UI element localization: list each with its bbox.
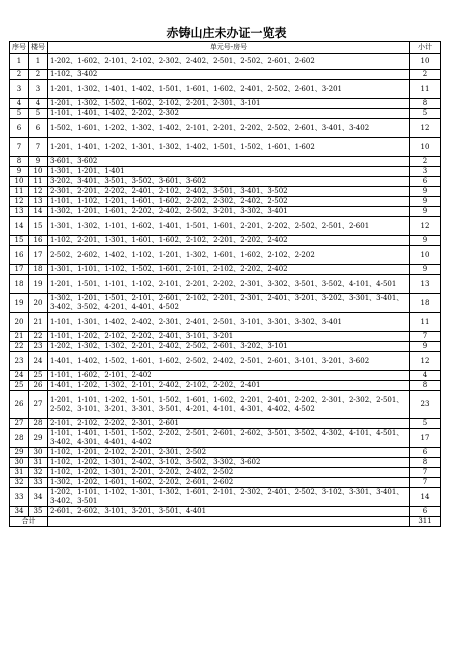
unit-table [9,41,441,527]
row-seq: 30 [10,458,29,468]
row-count: 8 [410,458,441,468]
table-row [10,197,441,207]
header-subtotal: 小计 [410,42,441,54]
table-row [10,99,441,109]
total-spacer [48,517,410,527]
row-building: 1 [29,54,48,70]
table-row [10,217,441,236]
table-row [10,177,441,187]
row-units: 1-201、1-302、1-401、1-402、1-501、1-601、1-602、2-401、2-502、2-601、3-201 [48,80,410,99]
row-seq: 7 [10,138,29,157]
row-count: 14 [410,488,441,507]
table-row [10,448,441,458]
row-count: 11 [410,80,441,99]
row-count: 11 [410,313,441,332]
row-building: 14 [29,207,48,217]
table-row [10,109,441,119]
row-seq: 31 [10,468,29,478]
row-building: 11 [29,177,48,187]
row-seq: 8 [10,157,29,167]
table-row [10,294,441,313]
row-building: 28 [29,419,48,429]
row-seq: 29 [10,448,29,458]
row-count: 8 [410,381,441,391]
row-count: 7 [410,332,441,342]
row-seq: 22 [10,342,29,352]
row-count: 12 [410,119,441,138]
row-count: 6 [410,448,441,458]
row-count: 23 [410,391,441,419]
table-body [10,54,441,517]
row-units: 3-202、3-401、3-501、3-502、3-601、3-602 [48,177,410,187]
table-row [10,236,441,246]
row-count: 2 [410,157,441,167]
row-count: 4 [410,371,441,381]
row-building: 2 [29,70,48,80]
row-building: 35 [29,507,48,517]
row-seq: 10 [10,177,29,187]
row-count: 18 [410,294,441,313]
row-units: 1-102、1-202、1-301、2-402、3-102、3-502、3-302、3-602 [48,458,410,468]
row-units: 1-102、2-201、1-301、1-601、1-602、2-102、2-201、2-202、2-402 [48,236,410,246]
row-building: 13 [29,197,48,207]
row-seq: 18 [10,275,29,294]
row-building: 24 [29,352,48,371]
row-count: 6 [410,177,441,187]
row-units: 1-301、1-101、1-102、1-502、1-601、2-101、2-102、2-202、2-402 [48,265,410,275]
row-seq: 14 [10,217,29,236]
row-building: 27 [29,391,48,419]
row-building: 12 [29,187,48,197]
table-row [10,80,441,99]
row-units: 1-202、1-302、1-302、2-201、2-402、2-502、2-601、3-202、3-101 [48,342,410,352]
row-building: 34 [29,488,48,507]
row-count: 10 [410,54,441,70]
row-units: 1-101、1-602、2-101、2-402 [48,371,410,381]
row-units: 1-201、1-101、1-202、1-501、1-502、1-601、1-602、2-201、2-401、2-202、2-301、2-302、2-501、2-502、3-101、3-201、3-301、3-501、4-201、4-101、4-301、4-402、4-502 [48,391,410,419]
row-count: 10 [410,138,441,157]
table-row [10,381,441,391]
row-seq: 3 [10,80,29,99]
row-building: 30 [29,448,48,458]
row-count: 7 [410,478,441,488]
row-units: 1-102、1-201、2-102、2-201、2-301、2-502 [48,448,410,458]
row-units: 1-302、1-202、1-601、1-602、2-202、2-601、2-602 [48,478,410,488]
row-seq: 13 [10,207,29,217]
row-units: 1-201、1-501、1-101、1-102、2-101、2-201、2-202、2-301、3-302、3-501、3-502、4-101、4-501 [48,275,410,294]
table-row [10,54,441,70]
row-building: 10 [29,167,48,177]
table-row [10,167,441,177]
row-seq: 6 [10,119,29,138]
row-seq: 11 [10,187,29,197]
row-units: 1-401、1-402、1-502、1-601、1-602、2-502、2-402、2-501、2-601、3-101、3-201、3-602 [48,352,410,371]
table-row [10,458,441,468]
row-seq: 20 [10,313,29,332]
row-units: 1-201、1-302、1-502、1-602、2-102、2-201、2-301、3-101 [48,99,410,109]
row-units: 1-102、1-202、1-301、2-201、2-202、2-402、2-502 [48,468,410,478]
row-units: 1-101、1-102、1-201、1-601、1-602、2-202、2-302、2-402、2-502 [48,197,410,207]
row-seq: 27 [10,419,29,429]
row-seq: 26 [10,391,29,419]
row-seq: 24 [10,371,29,381]
row-building: 3 [29,80,48,99]
page-title: 赤铸山庄未办证一览表 [166,26,287,40]
row-count: 5 [410,109,441,119]
row-units: 1-202、1-602、2-101、2-102、2-302、2-402、2-501、2-502、2-601、2-602 [48,54,410,70]
row-seq: 28 [10,429,29,448]
row-count: 9 [410,236,441,246]
table-row [10,275,441,294]
row-seq: 2 [10,70,29,80]
table-row [10,429,441,448]
row-count: 13 [410,275,441,294]
row-units: 2-301、2-201、2-202、2-401、2-102、2-402、3-501、3-401、3-502 [48,187,410,197]
row-units: 1-401、1-202、1-302、2-101、2-402、2-102、2-202、2-401 [48,381,410,391]
table-row [10,391,441,419]
row-building: 32 [29,468,48,478]
row-units: 1-301、1-201、1-401 [48,167,410,177]
table-row [10,419,441,429]
row-count: 12 [410,352,441,371]
header-seq: 序号 [10,42,29,54]
row-units: 1-301、1-302、1-101、1-602、1-401、1-501、1-601、2-201、2-202、2-502、2-501、2-601 [48,217,410,236]
row-count: 7 [410,468,441,478]
row-count: 2 [410,70,441,80]
row-seq: 34 [10,507,29,517]
table-row [10,246,441,265]
table-row [10,313,441,332]
row-count: 12 [410,217,441,236]
row-count: 5 [410,419,441,429]
table-row [10,138,441,157]
row-units: 2-101、2-102、2-202、2-301、2-601 [48,419,410,429]
table-row [10,478,441,488]
row-seq: 12 [10,197,29,207]
row-building: 21 [29,313,48,332]
row-building: 4 [29,99,48,109]
table-row [10,332,441,342]
table-row [10,352,441,371]
row-count: 9 [410,207,441,217]
row-building: 17 [29,246,48,265]
total-value: 311 [410,517,441,527]
row-seq: 16 [10,246,29,265]
row-building: 22 [29,332,48,342]
row-building: 20 [29,294,48,313]
row-units: 1-302、1-201、1-501、2-101、2-601、2-102、2-201、2-301、2-401、3-201、3-202、3-301、3-401、3-402、3-502、4-201、4-401、4-502 [48,294,410,313]
row-units: 1-302、1-201、1-601、2-202、2-402、2-502、3-201、3-302、3-401 [48,207,410,217]
row-count: 6 [410,507,441,517]
row-units: 1-201、1-401、1-202、1-301、1-302、1-402、1-501、1-502、1-601、1-602 [48,138,410,157]
row-seq: 9 [10,167,29,177]
row-building: 29 [29,429,48,448]
row-seq: 4 [10,99,29,109]
header-building: 楼号 [29,42,48,54]
row-building: 6 [29,119,48,138]
row-building: 16 [29,236,48,246]
row-count: 9 [410,265,441,275]
row-building: 25 [29,371,48,381]
row-building: 5 [29,109,48,119]
row-seq: 21 [10,332,29,342]
total-row [10,517,441,527]
row-units: 1-202、1-101、1-102、1-301、1-302、1-601、2-101、2-302、2-401、2-502、3-102、3-301、3-401、3-402、3-501 [48,488,410,507]
row-units: 1-101、1-202、2-102、2-202、2-401、3-101、3-201 [48,332,410,342]
table-row [10,265,441,275]
header-units: 单元号-房号 [48,42,410,54]
row-units: 1-102、3-402 [48,70,410,80]
total-label: 合计 [10,517,48,527]
row-count: 8 [410,99,441,109]
row-building: 9 [29,157,48,167]
row-seq: 25 [10,381,29,391]
row-seq: 15 [10,236,29,246]
row-building: 19 [29,275,48,294]
row-units: 3-601、3-602 [48,157,410,167]
table-row [10,507,441,517]
row-seq: 33 [10,488,29,507]
row-units: 1-101、1-401、1-402、2-202、2-302 [48,109,410,119]
row-count: 9 [410,197,441,207]
row-seq: 1 [10,54,29,70]
table-row [10,371,441,381]
row-units: 2-502、2-602、1-402、1-102、1-201、1-302、1-601、1-602、2-102、2-202 [48,246,410,265]
row-building: 15 [29,217,48,236]
table-row [10,342,441,352]
row-units: 1-101、1-301、1-402、2-402、2-301、2-401、2-501、3-101、3-301、3-302、3-401 [48,313,410,332]
row-building: 33 [29,478,48,488]
table-header-row [10,42,441,54]
row-seq: 5 [10,109,29,119]
table-row [10,207,441,217]
row-count: 10 [410,246,441,265]
row-building: 18 [29,265,48,275]
row-count: 9 [410,342,441,352]
row-units: 1-101、1-401、1-501、1-502、2-202、2-501、2-601、2-602、3-501、3-502、4-302、4-101、4-501、3-402、4-301、4-401、4-402 [48,429,410,448]
row-seq: 17 [10,265,29,275]
row-count: 3 [410,167,441,177]
row-building: 23 [29,342,48,352]
row-seq: 32 [10,478,29,488]
table-row [10,187,441,197]
row-units: 1-502、1-601、1-202、1-302、1-402、2-101、2-201、2-202、2-502、2-601、3-401、3-402 [48,119,410,138]
table-row [10,157,441,167]
table-row [10,488,441,507]
table-row [10,70,441,80]
table-row [10,119,441,138]
row-building: 26 [29,381,48,391]
row-count: 17 [410,429,441,448]
table-row [10,468,441,478]
row-seq: 23 [10,352,29,371]
row-units: 2-601、2-602、3-101、3-201、3-501、4-401 [48,507,410,517]
row-seq: 19 [10,294,29,313]
row-building: 31 [29,458,48,468]
row-building: 7 [29,138,48,157]
row-count: 9 [410,187,441,197]
